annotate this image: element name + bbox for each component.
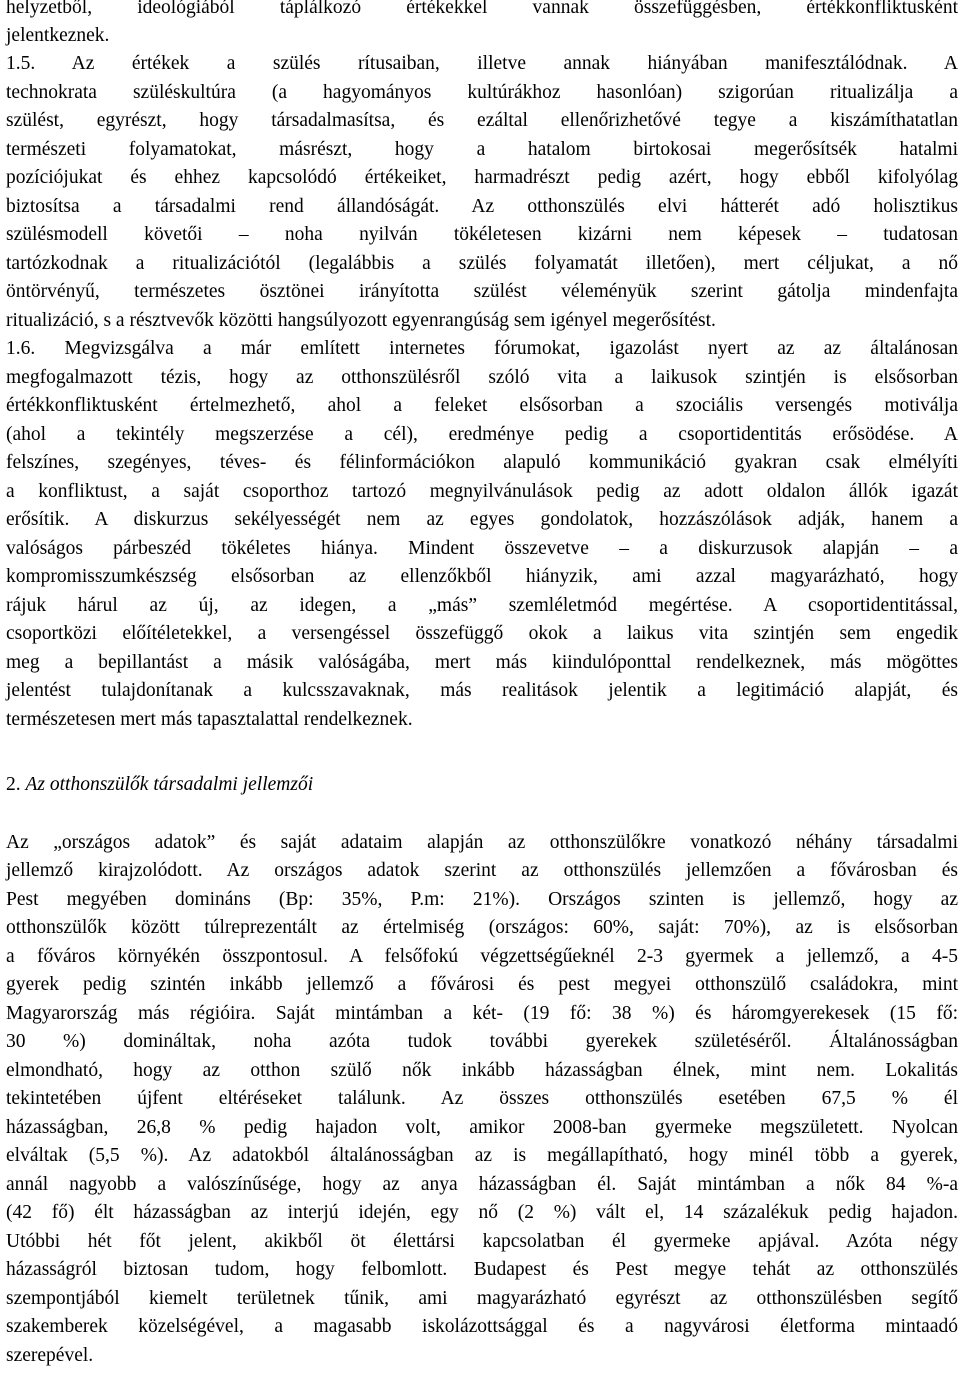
- text-line: (42 fő) élt házasságban az interjú idején, egy nő (2 %) vált el, 14 százalékuk pedig hajadon.: [6, 1202, 958, 1223]
- text-line: jellemző kirajzolódott. Az országos adatok szerint az otthonszülés jellemzően a fővárosban és: [6, 860, 958, 881]
- text-line: ritualizáció, s a résztvevők közötti hangsúlyozott egyenrangúság sem igényel megerősítést.: [6, 310, 716, 331]
- section-number: 2.: [6, 774, 21, 795]
- text-line: természeti folyamatokat, másrészt, hogy a hatalom birtokosai megerősítsék hatalmi: [6, 139, 958, 160]
- text-line: biztosítsa a társadalmi rend állandóságát. Az otthonszülés elvi hátterét adó holisztikus: [6, 196, 958, 217]
- text-line: tartózkodnak a ritualizációtól (legalábbis a szülés folyamatát illetően), mert céljukat, a nő: [6, 253, 958, 274]
- text-line: a főváros környékén összpontosul. A felsőfokú végzettségűeknél 2-3 gyermek a jellemző, a 4-5: [6, 946, 958, 967]
- text-line: jelentést tulajdonítanak a kulcsszavaknak, más realitások jelentik a legitimáció alapját, és: [6, 680, 958, 701]
- text-line: 1.5. Az értékek a szülés rítusaiban, illetve annak hiányában manifesztálódnak. A: [6, 53, 958, 74]
- text-line: 1.6. Megvizsgálva a már említett internetes fórumokat, igazolást nyert az az általánosan: [6, 338, 958, 359]
- text-line: szülésmodell követői – noha nyilván tökéletesen kizárni nem képesek – tudatosan: [6, 224, 958, 245]
- text-line: erősítik. A diskurzus sekélyességét nem az egyes gondolatok, hozzászólások adják, hanem a: [6, 509, 958, 530]
- text-line: tekintetében újfent eltéréseket találunk. Az összes otthonszülés esetében 67,5 % él: [6, 1088, 958, 1109]
- text-line: meg a bepillantást a másik valóságába, mert más kiindulóponttal rendelkeznek, más mögöttes: [6, 652, 958, 673]
- text-line: kompromisszumkészség elsősorban az ellenzőkből hiányzik, ami azzal magyarázható, hogy: [6, 566, 958, 587]
- text-line: házasságról biztosan tudom, hogy felbomlott. Budapest és Pest megye tehát az otthonszülés: [6, 1259, 958, 1280]
- text-line: (ahol a tekintély megszerzése a cél), eredménye pedig a csoportidentitás erősödése. A: [6, 424, 958, 445]
- text-line: otthonszülők között túlreprezentált az értelmiség (országos: 60%, saját: 70%), az is elsősorban: [6, 917, 958, 938]
- section-title: Az otthonszülők társadalmi jellemzői: [25, 774, 314, 795]
- text-line: 30 %) domináltak, noha azóta tudok további gyerekek születéséről. Általánosságban: [6, 1031, 958, 1052]
- text-line: öntörvényű, természetes ösztönei irányította szülést véleményük szerint gátolja mindenfajta: [6, 281, 958, 302]
- text-line: a konfliktust, a saját csoporthoz tartozó megnyilvánulások pedig az adott oldalon állók igazát: [6, 481, 958, 502]
- text-line: gyerek pedig szintén inkább jellemző a fővárosi és pest megyei otthonszülő családokra, mint: [6, 974, 958, 995]
- text-line: csoportközi előítéletekkel, a versengéssel összefüggő okok a laikus vita szintjén sem engedik: [6, 623, 958, 644]
- text-line: pozíciójukat és ehhez kapcsolódó értékeiket, harmadrészt pedig azért, hogy ebből kifolyólag: [6, 167, 958, 188]
- text-line: valóságos párbeszéd tökéletes hiánya. Mindent összevetve – a diskurzusok alapján – a: [6, 538, 958, 559]
- text-line: helyzetből, ideológiából táplálkozó értékekkel vannak összefüggésben, értékkonfliktusként: [6, 0, 958, 18]
- text-line: értékkonfliktusként értelmezhető, ahol a feleket elsősorban a szociális versengés motiválja: [6, 395, 958, 416]
- text-line: elváltak (5,5 %). Az adatokból általánosságban az is megállapítható, hogy minél több a gyerek,: [6, 1145, 958, 1166]
- section-heading: [6, 771, 313, 799]
- text-line: Utóbbi hét főt jelent, akikből öt élettársi kapcsolatban él gyermeke apjával. Azóta négy: [6, 1231, 958, 1252]
- text-line: szülést, egyrészt, hogy társadalmasítsa, és ezáltal ellenőrizhetővé tegye a kiszámíthatatlan: [6, 110, 958, 131]
- text-line: elmondható, hogy az otthon szülő nők inkább házasságban élnek, mint nem. Lokalitás: [6, 1060, 958, 1081]
- text-line: szempontjából kiemelt területnek tűnik, ami magyarázható egyrészt az otthonszülésben segítő: [6, 1288, 958, 1309]
- text-line: Az „országos adatok” és saját adataim alapján az otthonszülőkre vonatkozó néhány társadalmi: [6, 832, 958, 853]
- text-line: felszínes, szegényes, téves- és félinformációkon alapuló kommunikáció gyakran csak elmélyíti: [6, 452, 958, 473]
- text-line: Magyarország más régióira. Saját mintámban a két- (19 fő: 38 %) és háromgyerekesek (15 fő:: [6, 1003, 958, 1024]
- text-line: megfogalmazott tézis, hogy az otthonszülésről szóló vita a laikusok szintjén is elsősorban: [6, 367, 958, 388]
- text-line: házasságban, 26,8 % pedig hajadon volt, amikor 2008-ban gyermeke megszületett. Nyolcan: [6, 1117, 958, 1138]
- text-line: annál nagyobb a valószínűsége, hogy az anya házasságban él. Saját mintámban a nők 84 %-a: [6, 1174, 958, 1195]
- text-line: szerepével.: [6, 1345, 94, 1366]
- text-line: rájuk hárul az új, az idegen, a „más” szemléletmód megértése. A csoportidentitással,: [6, 595, 958, 616]
- text-line: jelentkeznek.: [6, 25, 110, 46]
- text-line: technokrata szüléskultúra (a hagyományos kultúrákhoz hasonlóan) szigorúan ritualizálja a: [6, 82, 958, 103]
- text-line: Pest megyében domináns (Bp: 35%, P.m: 21%). Országos szinten is jellemző, hogy az: [6, 889, 958, 910]
- text-line: szakemberek közelségével, a magasabb iskolázottsággal és a nagyvárosi életforma mintaadó: [6, 1316, 958, 1337]
- text-line: természetesen mert más tapasztalattal rendelkeznek.: [6, 709, 413, 730]
